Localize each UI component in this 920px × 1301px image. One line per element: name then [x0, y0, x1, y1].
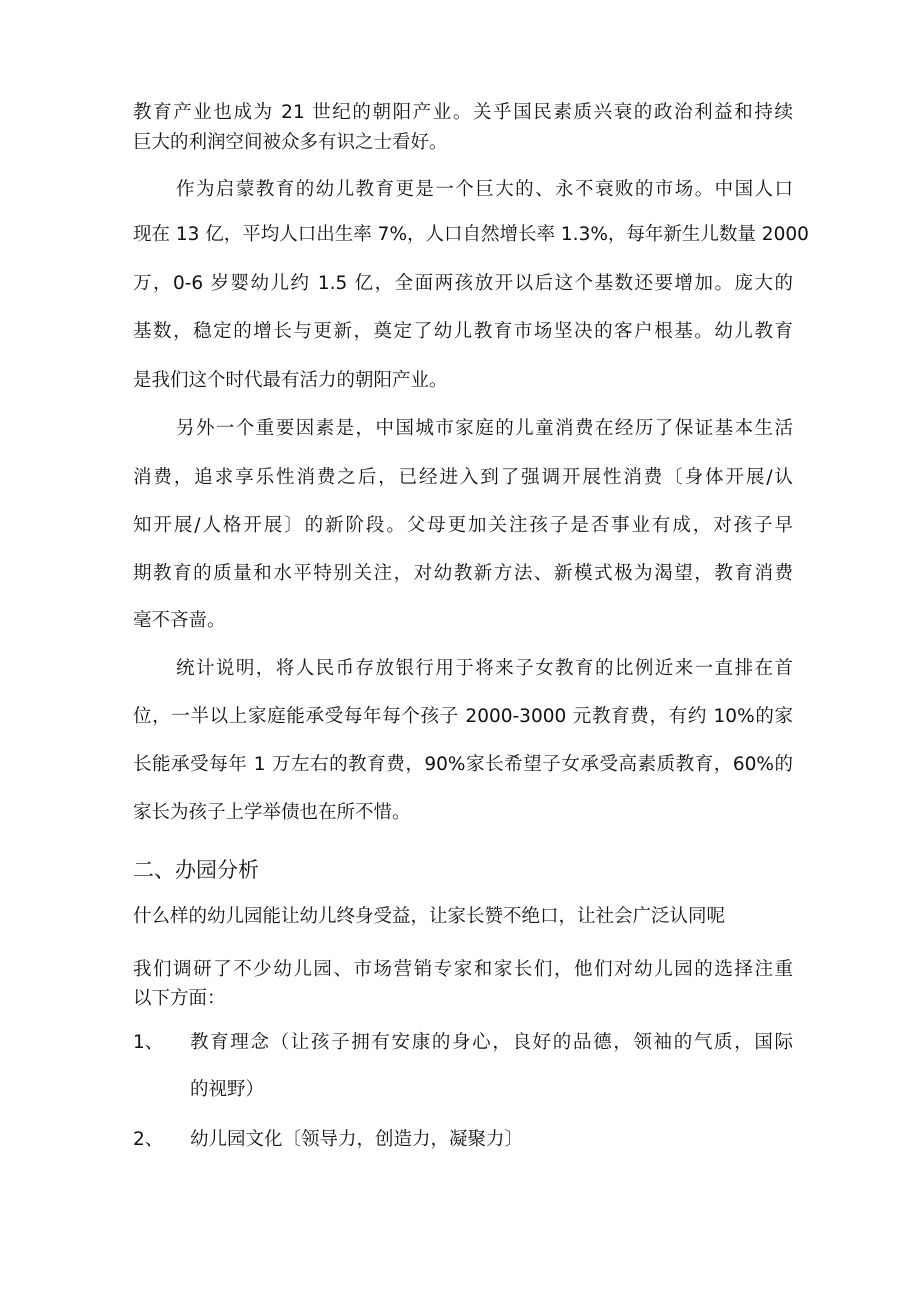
list-item-1-number: 1、 — [133, 1032, 164, 1053]
paragraph-2-line-5: 是我们这个时代最有活力的朝阳产业。 — [133, 370, 448, 391]
list-item-1-line-2: 的视野） — [190, 1079, 265, 1100]
paragraph-2-line-1: 作为启蒙教育的幼儿教育更是一个巨大的、永不衰败的市场。中国人口 — [176, 179, 793, 200]
section-intro: 什么样的幼儿园能让幼儿终身受益，让家长赞不绝口，让社会广泛认同呢 — [133, 906, 726, 927]
list-item-2-number: 2、 — [133, 1129, 164, 1150]
paragraph-3-line-1: 另外一个重要因素是，中国城市家庭的儿童消费在经历了保证基本生活 — [176, 418, 793, 439]
paragraph-2-line-3: 万，0-6 岁婴幼儿约 1.5 亿，全面两孩放开以后这个基数还要增加。庞大的 — [133, 273, 793, 294]
paragraph-2-line-2: 现在 13 亿，平均人口出生率 7%，人口自然增长率 1.3%，每年新生儿数量 2000 — [133, 224, 809, 245]
paragraph-4-line-3: 长能承受每年 1 万左右的教育费，90%家长希望子女承受高素质教育，60%的 — [133, 754, 793, 775]
paragraph-4-line-1: 统计说明，将人民币存放银行用于将来子女教育的比例近来一直排在首 — [176, 658, 793, 679]
paragraph-2-line-4: 基数，稳定的增长与更新，奠定了幼儿教育市场坚决的客户根基。幼儿教育 — [133, 321, 793, 342]
survey-line-1: 我们调研了不少幼儿园、市场营销专家和家长们，他们对幼儿园的选择注重 — [133, 959, 793, 980]
section-heading: 二、办园分析 — [133, 858, 259, 882]
paragraph-1-line-1: 教育产业也成为 21 世纪的朝阳产业。关乎国民素质兴衰的政治利益和持续 — [133, 102, 793, 123]
list-item-2-line-1: 幼儿园文化〔领导力，创造力，凝聚力〕 — [190, 1129, 524, 1150]
survey-line-2: 以下方面： — [133, 988, 226, 1009]
paragraph-3-line-4: 期教育的质量和水平特别关注，对幼教新方法、新模式极为渴望，教育消费 — [133, 563, 793, 584]
paragraph-4-line-4: 家长为孩子上学举债也在所不惜。 — [133, 802, 411, 823]
paragraph-4-line-2: 位，一半以上家庭能承受每年每个孩子 2000-3000 元教育费，有约 10%的家 — [133, 706, 793, 727]
paragraph-3-line-2: 消费，追求享乐性消费之后，已经进入到了强调开展性消费〔身体开展/认 — [133, 467, 793, 488]
list-item-1-line-1: 教育理念（让孩子拥有安康的身心，良好的品德，领袖的气质，国际 — [190, 1032, 793, 1053]
paragraph-1-line-2: 巨大的利润空间被众多有识之士看好。 — [133, 132, 448, 153]
paragraph-3-line-3: 知开展/人格开展〕的新阶段。父母更加关注孩子是否事业有成，对孩子早 — [133, 515, 793, 536]
paragraph-3-line-5: 毫不吝啬。 — [133, 610, 226, 631]
